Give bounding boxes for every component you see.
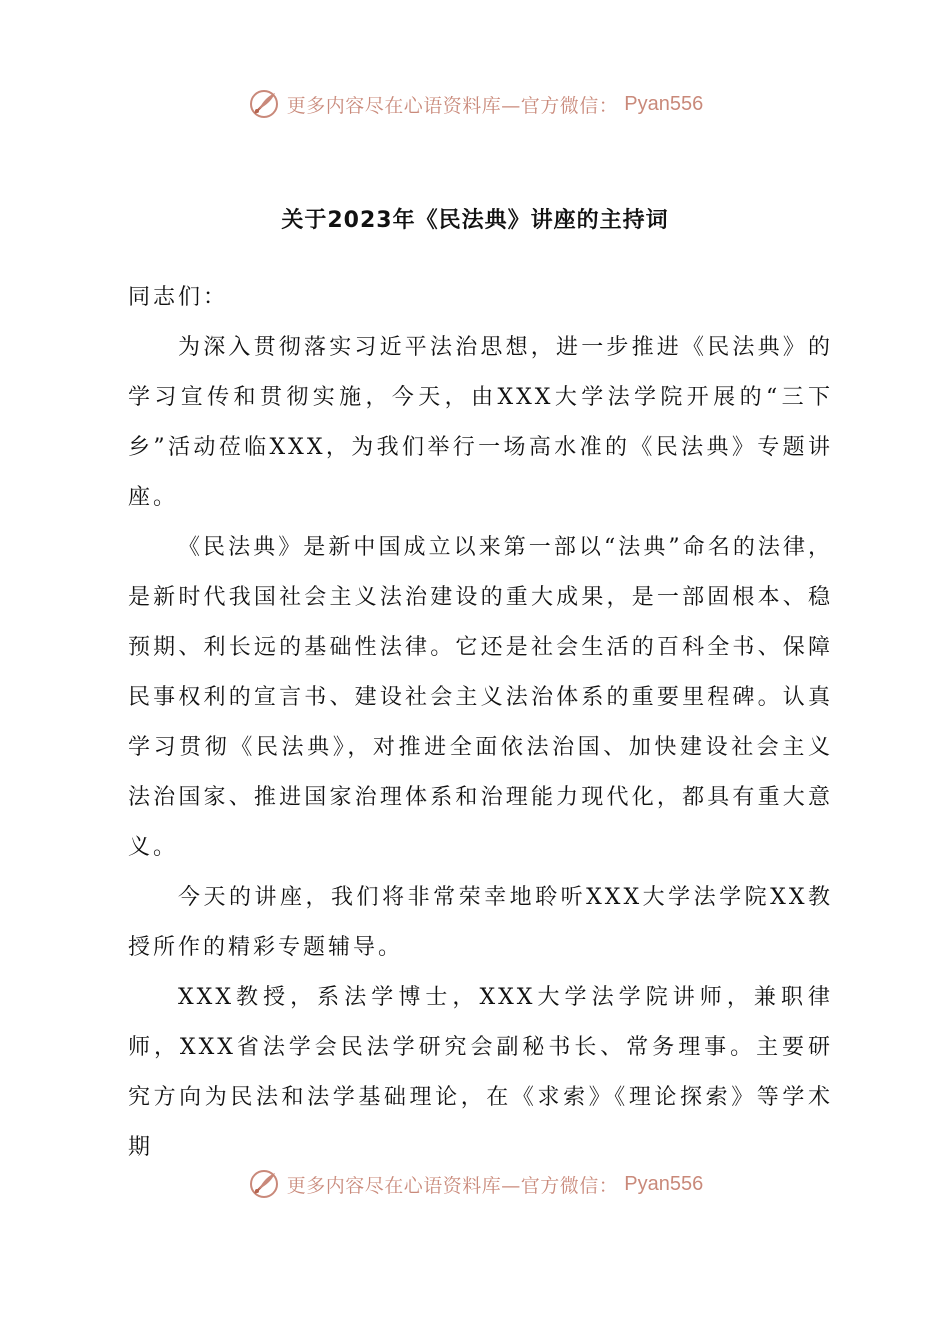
paragraph-4: XXX教授，系法学博士，XXX大学法学院讲师，兼职律师，XXX省法学会民法学研究会副秘书长、常务理事。主要研究方向为民法和法学基础理论，在《求索》《理论探索》等学术期 — [128, 985, 833, 1160]
paragraph-1: 为深入贯彻落实习近平法治思想，进一步推进《民法典》的学习宣传和贯彻实施，今天，由XXX大学法学院开展的“三下乡”活动莅临XXX，为我们举行一场高水准的《民法典》专题讲座。 — [128, 335, 833, 510]
watermark-text: 更多内容尽在心语资料库—官方微信： — [286, 94, 619, 117]
quill-logo-icon — [247, 87, 281, 121]
paragraph-2: 《民法典》是新中国成立以来第一部以“法典”命名的法律，是新时代我国社会主义法治建设的重大成果，是一部固根本、稳预期、利长远的基础性法律。它还是社会生活的百科全书、保障民事权利的宣言书、建设社会主义法治体系的重要里程碑。认真学习贯彻《民法典》，对推进全面依法治国、加快建设社会主义法治国家、推进国家治理体系和治理能力现代化，都具有重大意义。 — [128, 535, 833, 860]
watermark-wechat-id: Pyan556 — [624, 92, 704, 115]
quill-logo-icon — [247, 1167, 281, 1201]
document-title: 关于2023年《民法典》讲座的主持词 — [281, 208, 669, 233]
watermark-header — [0, 84, 950, 124]
document-body — [128, 273, 833, 1173]
salutation: 同志们： — [128, 285, 229, 310]
paragraph-3: 今天的讲座，我们将非常荣幸地聆听XXX大学法学院XX教授所作的精彩专题辅导。 — [128, 885, 833, 960]
watermark-footer — [0, 1164, 950, 1204]
watermark-wechat-id: Pyan556 — [624, 1172, 704, 1195]
watermark-text: 更多内容尽在心语资料库—官方微信： — [286, 1174, 619, 1197]
